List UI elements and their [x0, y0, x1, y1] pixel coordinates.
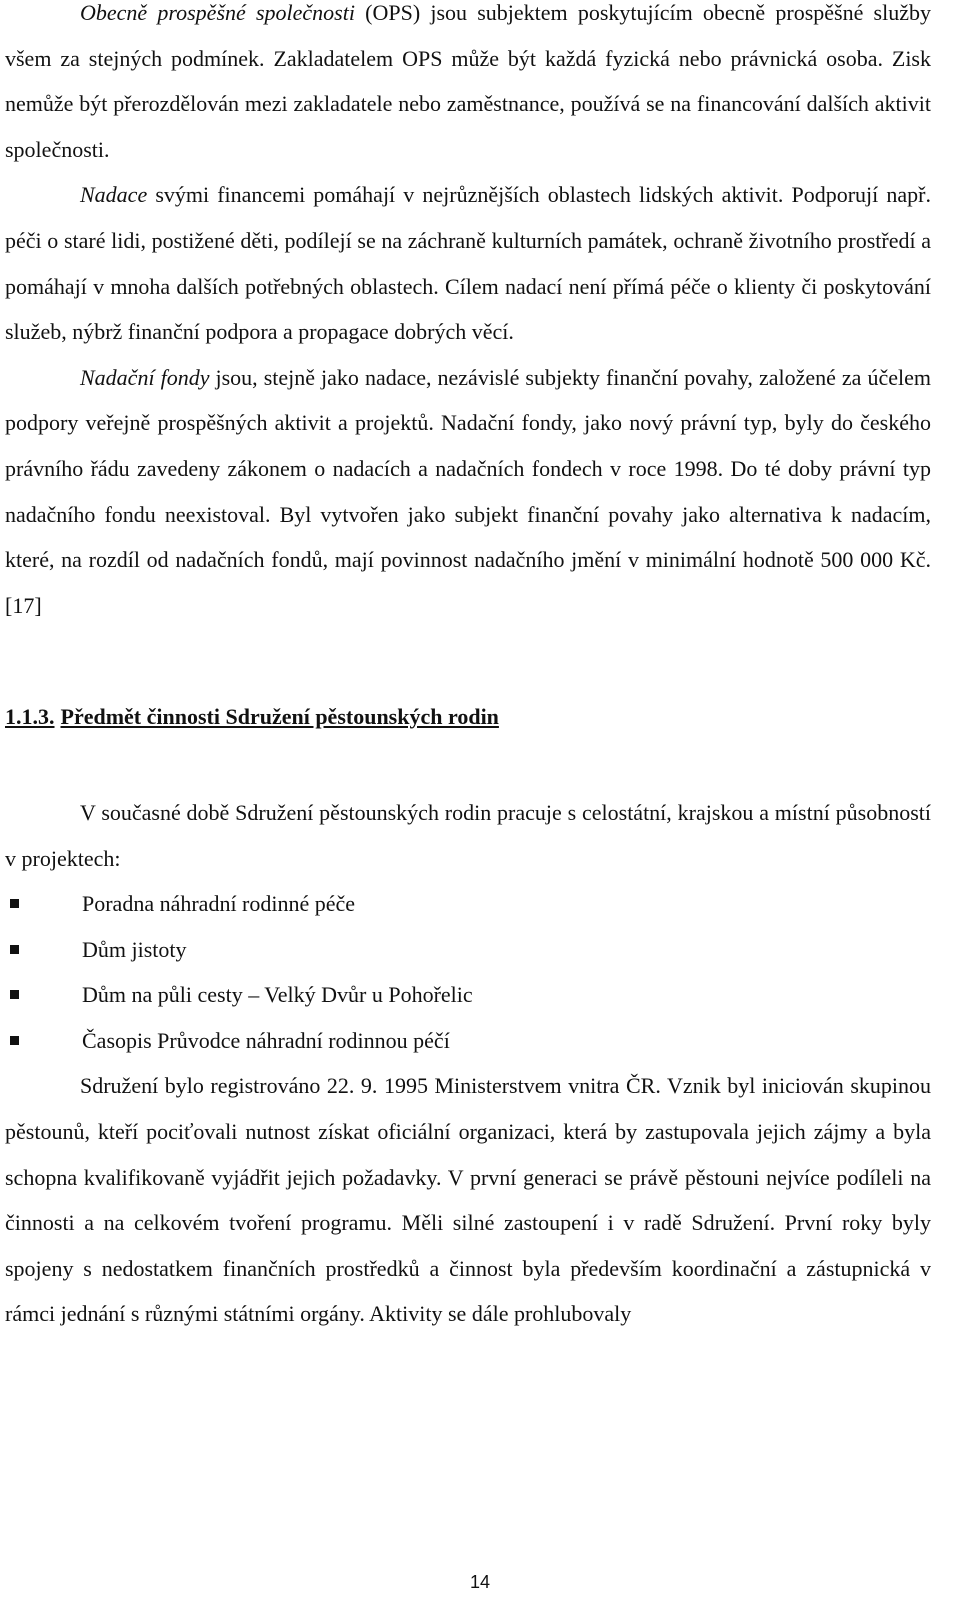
list-item: [5, 927, 931, 973]
project-list: [5, 881, 931, 1063]
list-item-text: Dům jistoty: [82, 936, 187, 962]
document-page: [5, 0, 931, 1337]
list-item: [5, 1018, 931, 1064]
paragraph-fondy-text: jsou, stejně jako nadace, nezávislé subjekty finanční povahy, založené za účelem podpory veřejně prospěšných aktivit a projektů. Nadační fondy, jako nový právní typ, byly do českého právního řádu zavedeny zákonem o nadacích a nadačních fondech v roce 1998. Do té doby právní typ nadačního fondu neexistoval. Byl vytvořen jako subjekt finanční povahy jako alternativa k nadacím, které, na rozdíl od nadačních fondů, mají povinnost nadačního jmění v minimální hodnotě 500 000 Kč. [17]: [5, 364, 931, 618]
term-nadace: Nadace: [80, 182, 148, 208]
paragraph-fondy: [5, 355, 931, 629]
intro-paragraph: V současné době Sdružení pěstounských rodin pracuje s celostátní, krajskou a místní působností v projektech:: [5, 799, 931, 871]
list-item-text: Časopis Průvodce náhradní rodinnou péčí: [82, 1027, 450, 1053]
square-bullet-icon: [10, 1036, 19, 1045]
list-item-text: Dům na půli cesty – Velký Dvůr u Pohořelic: [82, 982, 473, 1008]
paragraph-ops: [5, 0, 931, 172]
paragraph-ops-text: (OPS) jsou subjektem poskytujícím obecně prospěšné služby všem za stejných podmínek. Zakladatelem OPS může být každá fyzická nebo právnická osoba. Zisk nemůže být přerozdělován mezi zakladatele nebo zaměstnance, používá se na financování dalších aktivit společnosti.: [5, 0, 931, 162]
paragraph-nadace: [5, 172, 931, 354]
term-fondy: Nadační fondy: [80, 364, 210, 390]
list-item: [5, 881, 931, 927]
section-number: 1.1.3.: [5, 704, 55, 730]
paragraph-nadace-text: svými financemi pomáhají v nejrůznějších oblastech lidských aktivit. Podporují např. péči o staré lidi, postižené děti, podílejí se na záchraně kulturních památek, ochraně životního prostředí a pomáhají v mnoha dalších potřebných oblastech. Cílem nadací není přímá péče o klienty či poskytování služeb, nýbrž finanční podpora a propagace dobrých věcí.: [5, 182, 931, 345]
section-title: Předmět činnosti Sdružení pěstounských rodin: [60, 704, 499, 730]
square-bullet-icon: [10, 899, 19, 908]
history-paragraph: Sdružení bylo registrováno 22. 9. 1995 Ministerstvem vnitra ČR. Vznik byl iniciován skupinou pěstounů, kteří pociťovali nutnost získat oficiální organizaci, která by zastupovala jejich zájmy a byla schopna kvalifikovaně vyjádřit jejich požadavky. V první generaci se právě pěstouni nejvíce podíleli na činnosti a na celkovém tvoření programu. Měli silné zastoupení i v radě Sdružení. První roky byly spojeny s nedostatkem finančních prostředků a činnost byla především koordinační a zástupnická v rámci jednání s různými státními orgány. Aktivity se dále prohlubovaly: [5, 1073, 931, 1327]
list-item-text: Poradna náhradní rodinné péče: [82, 891, 356, 917]
term-ops: Obecně prospěšné společnosti: [80, 0, 355, 25]
square-bullet-icon: [10, 945, 19, 954]
section-heading: [5, 694, 931, 740]
page-number: 14: [469, 1572, 491, 1592]
list-item: [5, 972, 931, 1018]
square-bullet-icon: [10, 990, 19, 999]
